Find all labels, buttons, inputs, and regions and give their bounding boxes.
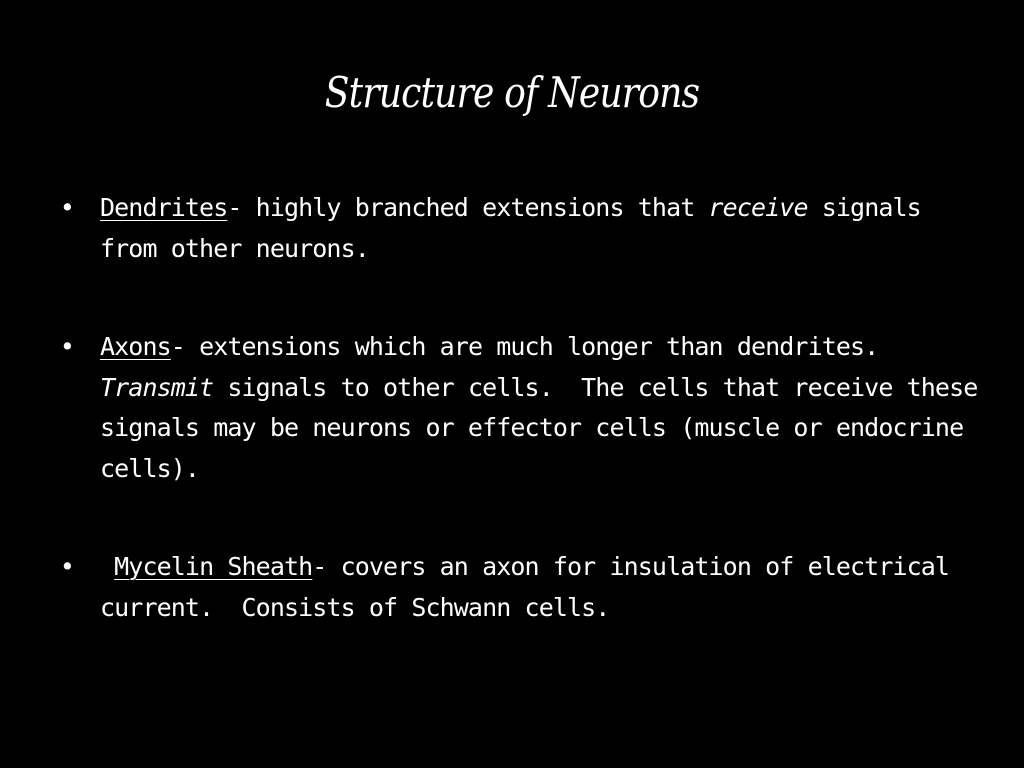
bullet-text: - highly branched extensions that <box>227 193 709 222</box>
slide-title: Structure of Neurons <box>324 68 700 117</box>
bullet-text: signals to other cells. The cells that receive these signals may be neurons or effector cells (muscle or endocrine cells). <box>100 372 992 483</box>
term-mycelin-sheath: Mycelin Sheath <box>114 552 313 581</box>
emphasis-transmit: Transmit <box>100 372 214 402</box>
term-dendrites: Dendrites <box>100 193 228 222</box>
bullet-item-axons <box>60 327 992 489</box>
bullet-text: signals from other neurons. <box>100 193 921 263</box>
bullet-marker: • <box>60 552 74 581</box>
term-axons: Axons <box>100 332 171 361</box>
bullet-item-dendrites <box>60 188 980 269</box>
bullet-lead-space <box>100 552 114 581</box>
emphasis-receive: receive <box>708 193 808 222</box>
bullet-marker: • <box>60 193 74 222</box>
bullet-item-mycelin-sheath <box>60 547 980 628</box>
bullet-list <box>60 188 992 686</box>
bullet-marker: • <box>60 332 74 361</box>
bullet-text: - covers an axon for insulation of electrical current. Consists of Schwann cells. <box>100 552 964 622</box>
bullet-text: - extensions which are much longer than dendrites. <box>170 332 907 361</box>
